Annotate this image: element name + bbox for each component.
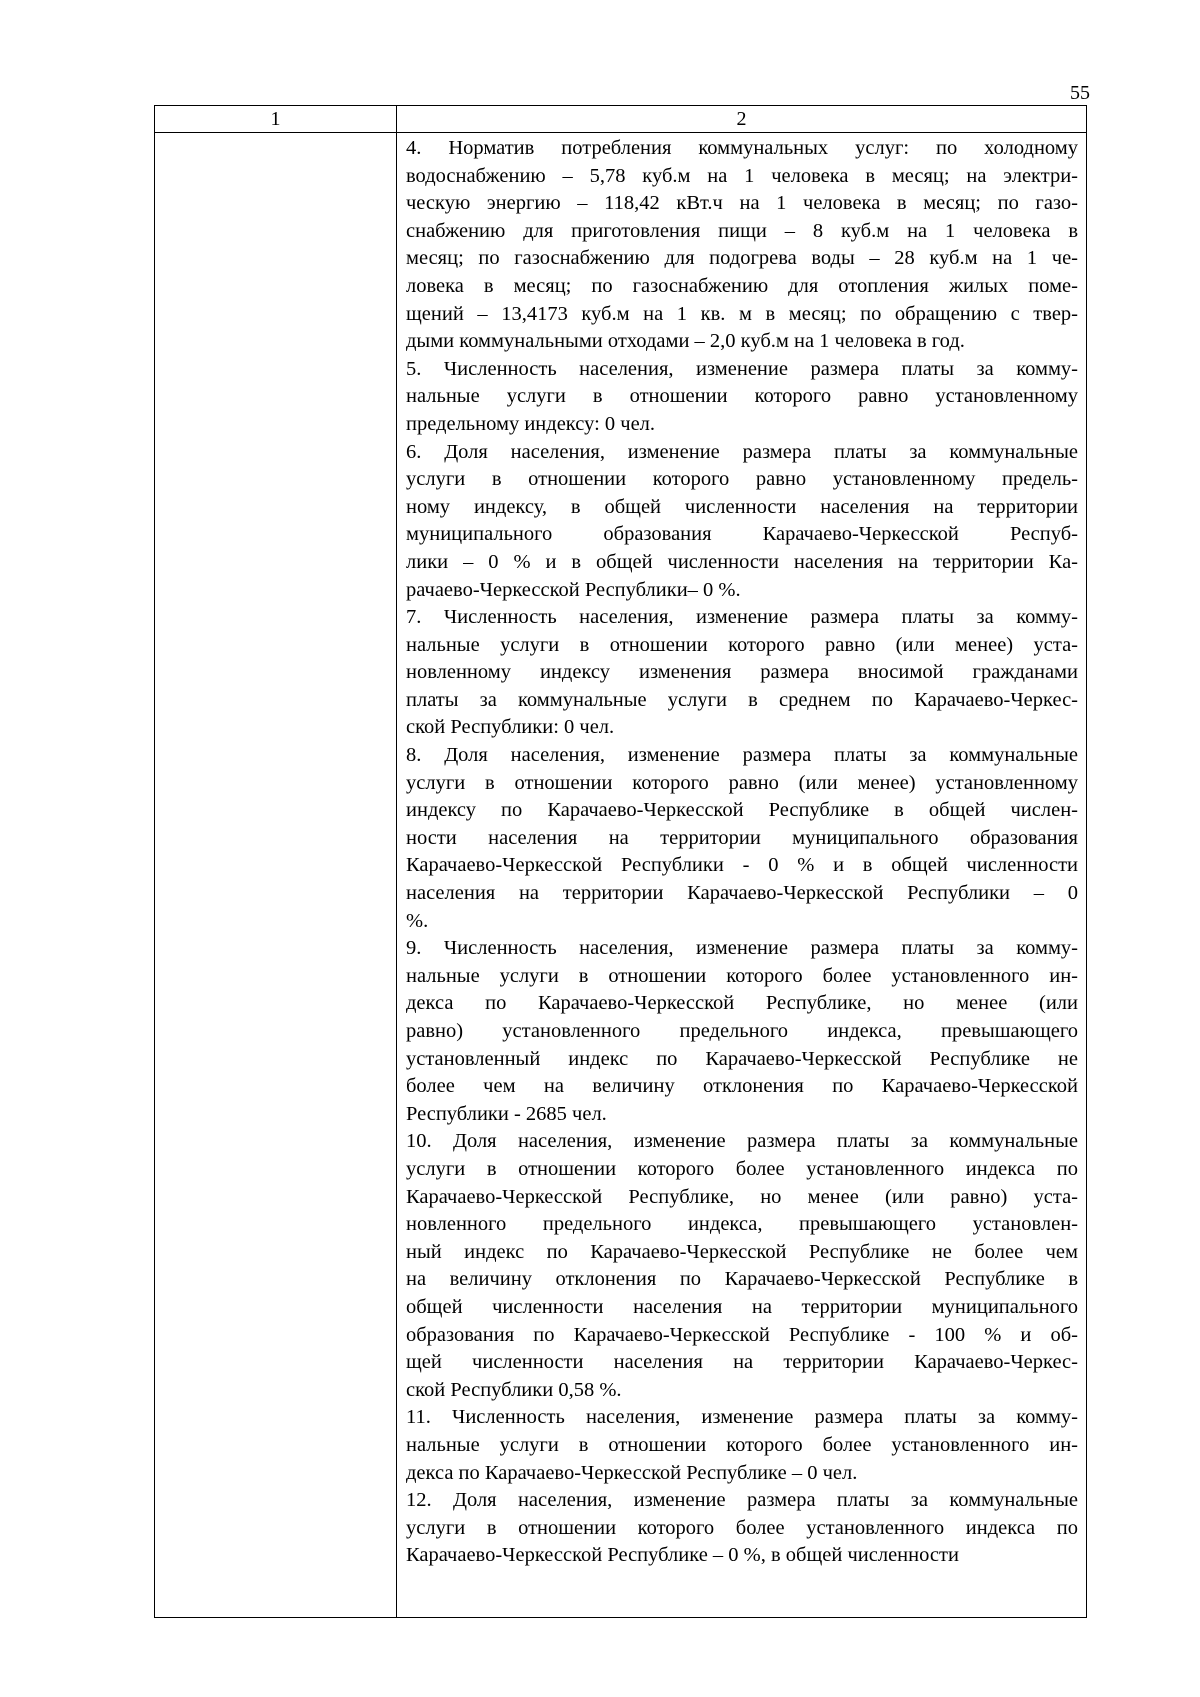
paragraph-line: нальные услуги в отношении которого равно (или менее) уста- — [406, 633, 1078, 656]
paragraph-line: ному индексу, в общей численности населения на территории — [406, 495, 1078, 518]
paragraph-line: декса по Карачаево-Черкесской Республике, но менее (или — [406, 992, 1078, 1015]
table-header-row — [155, 106, 1086, 133]
paragraph-item-5 — [406, 356, 1078, 439]
paragraph-line: нальные услуги в отношении которого более установленного ин- — [406, 1433, 1078, 1456]
paragraph-line: снабжению для приготовления пищи – 8 куб.м на 1 человека в — [406, 219, 1078, 242]
paragraph-item-11 — [406, 1404, 1078, 1487]
paragraph-line: 9. Численность населения, изменение размера платы за комму- — [406, 937, 1078, 960]
paragraph-line: водоснабжению – 5,78 куб.м на 1 человека в месяц; на электри- — [406, 164, 1078, 187]
paragraph-line: услуги в отношении которого более установленного индекса по — [406, 1516, 1078, 1539]
paragraph-line: ской Республики 0,58 %. — [406, 1378, 622, 1401]
paragraph-line: нальные услуги в отношении которого более установленного ин- — [406, 964, 1078, 987]
content-cell — [406, 135, 1078, 1570]
paragraph-line: индексу по Карачаево-Черкесской Республике в общей числен- — [406, 799, 1078, 822]
paragraph-line: ческую энергию – 118,42 кВт.ч на 1 человека в месяц; по газо- — [406, 192, 1078, 215]
paragraph-line: 8. Доля населения, изменение размера платы за коммунальные — [406, 744, 1078, 767]
paragraph-line: более чем на величину отклонения по Карачаево-Черкесской — [406, 1075, 1078, 1098]
paragraph-item-4 — [406, 135, 1078, 356]
paragraph-line: декса по Карачаево-Черкесской Республике – 0 чел. — [406, 1461, 858, 1484]
paragraph-line: ловека в месяц; по газоснабжению для отопления жилых поме- — [406, 274, 1078, 297]
paragraph-item-7 — [406, 604, 1078, 742]
paragraph-line: ской Республики: 0 чел. — [406, 716, 615, 739]
paragraph-line: Карачаево-Черкесской Республике – 0 %, в общей численности — [406, 1544, 959, 1567]
paragraph-line: новленного предельного индекса, превышающего установлен- — [406, 1213, 1078, 1236]
paragraph-line: рачаево-Черкесской Республики– 0 %. — [406, 578, 741, 601]
paragraph-line: 4. Норматив потребления коммунальных услуг: по холодному — [406, 137, 1078, 159]
paragraph-line: предельному индексу: 0 чел. — [406, 412, 656, 435]
paragraph-item-9 — [406, 935, 1078, 1128]
paragraph-line: 11. Численность населения, изменение размера платы за комму- — [406, 1406, 1078, 1429]
paragraph-line: услуги в отношении которого равно установленному предель- — [406, 468, 1078, 491]
paragraph-line: новленному индексу изменения размера вносимой гражданами — [406, 661, 1078, 684]
paragraph-line: 10. Доля населения, изменение размера платы за коммунальные — [406, 1130, 1078, 1153]
paragraph-line: равно) установленного предельного индекса, превышающего — [406, 1020, 1078, 1042]
document-table — [154, 105, 1087, 1618]
paragraph-line: установленный индекс по Карачаево-Черкесской Республике не — [406, 1047, 1078, 1070]
paragraph-line: услуги в отношении которого более установленного индекса по — [406, 1157, 1078, 1180]
paragraph-line: Карачаево-Черкесской Республике, но менее (или равно) уста- — [406, 1185, 1078, 1208]
paragraph-line: щений – 13,4173 куб.м на 1 кв. м в месяц; по обращению с твер- — [406, 302, 1078, 325]
paragraph-line: населения на территории Карачаево-Черкесской Республики – 0 — [406, 882, 1078, 905]
paragraph-line: ности населения на территории муниципального образования — [406, 826, 1078, 849]
paragraph-line: образования по Карачаево-Черкесской Республике - 100 % и об- — [406, 1323, 1078, 1346]
paragraph-line: платы за коммунальные услуги в среднем по Карачаево-Черкес- — [406, 688, 1078, 711]
paragraph-line: нальные услуги в отношении которого равно установленному — [406, 385, 1078, 408]
paragraph-line: дыми коммунальными отходами – 2,0 куб.м на 1 человека в год. — [406, 330, 965, 353]
paragraph-line: ный индекс по Карачаево-Черкесской Республике не более чем — [406, 1240, 1078, 1263]
paragraph-item-6 — [406, 439, 1078, 605]
paragraph-line: %. — [406, 909, 429, 932]
column-header-1: 1 — [270, 108, 281, 130]
paragraph-item-8 — [406, 742, 1078, 935]
paragraph-line: Республики - 2685 чел. — [406, 1102, 607, 1125]
paragraph-line: на величину отклонения по Карачаево-Черкесской Республике в — [406, 1268, 1078, 1291]
paragraph-line: 5. Численность населения, изменение размера платы за комму- — [406, 357, 1078, 380]
column-divider — [396, 106, 397, 1617]
paragraph-line: 6. Доля населения, изменение размера платы за коммунальные — [406, 440, 1078, 463]
paragraph-line: месяц; по газоснабжению для подогрева воды – 28 куб.м на 1 че- — [406, 247, 1078, 270]
paragraph-line: лики – 0 % и в общей численности населения на территории Ка- — [406, 550, 1078, 573]
paragraph-item-10 — [406, 1128, 1078, 1404]
paragraph-line: щей численности населения на территории Карачаево-Черкес- — [406, 1351, 1078, 1374]
page-number: 55 — [1070, 82, 1090, 104]
paragraph-line: Карачаево-Черкесской Республики - 0 % и в общей численности — [406, 854, 1078, 877]
paragraph-line: 7. Численность населения, изменение размера платы за комму- — [406, 606, 1078, 629]
column-header-2: 2 — [736, 108, 747, 130]
paragraph-line: общей численности населения на территории муниципального — [406, 1295, 1078, 1318]
paragraph-line: услуги в отношении которого равно (или менее) установленному — [406, 771, 1078, 794]
paragraph-line: муниципального образования Карачаево-Черкесской Респуб- — [406, 523, 1078, 546]
paragraph-line: 12. Доля населения, изменение размера платы за коммунальные — [406, 1489, 1078, 1512]
paragraph-item-12 — [406, 1487, 1078, 1570]
